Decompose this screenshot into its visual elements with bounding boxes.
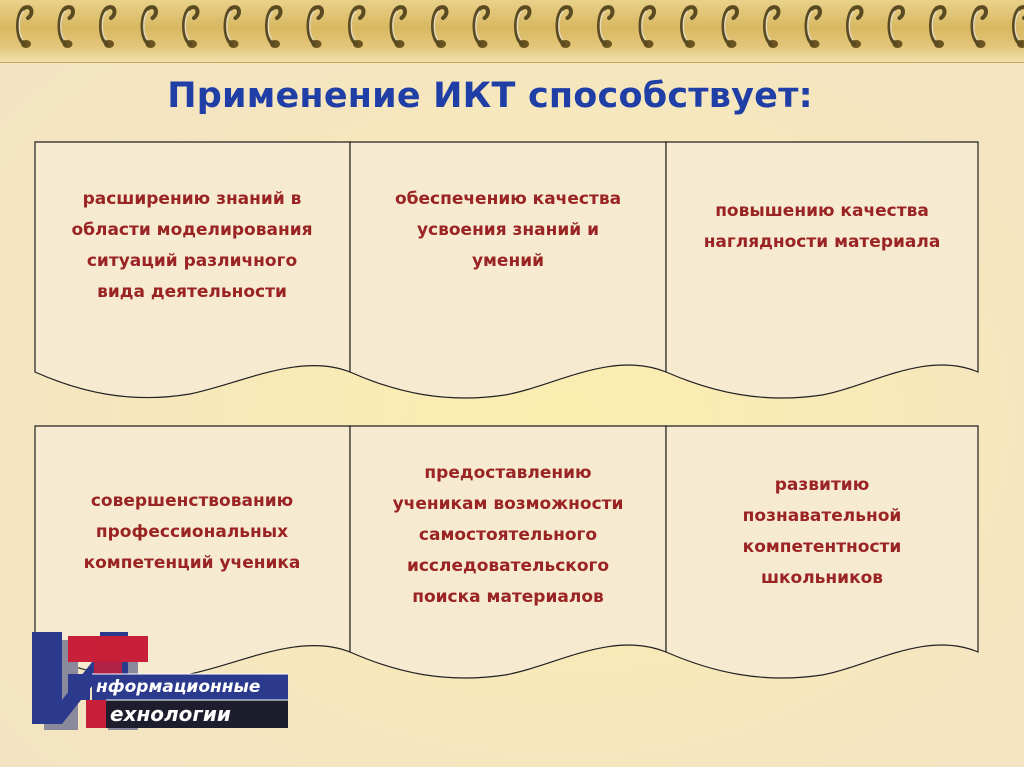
logo-line-2: ехнологии: [110, 702, 231, 726]
page-title: Применение ИКТ способствует:: [167, 76, 813, 116]
card-2-text: обеспечению качества усвоения знаний и умений: [394, 189, 622, 271]
logo: [28, 630, 290, 734]
card-5-text: предоставлению ученикам возможности самостоятельного исследовательского поиска материалов: [392, 463, 624, 607]
card-3-shape: [666, 142, 978, 398]
card-1-text: расширению знаний в области моделирования ситуаций различного вида деятельности: [71, 189, 313, 302]
card-3-text: повышению качества наглядности материала: [703, 201, 941, 252]
logo-line-1: нформационные: [96, 677, 261, 697]
card-4-text: совершенствованию профессиональных компетенций ученика: [83, 491, 301, 573]
card-6-text: развитию познавательной компетентности школьников: [742, 475, 902, 588]
